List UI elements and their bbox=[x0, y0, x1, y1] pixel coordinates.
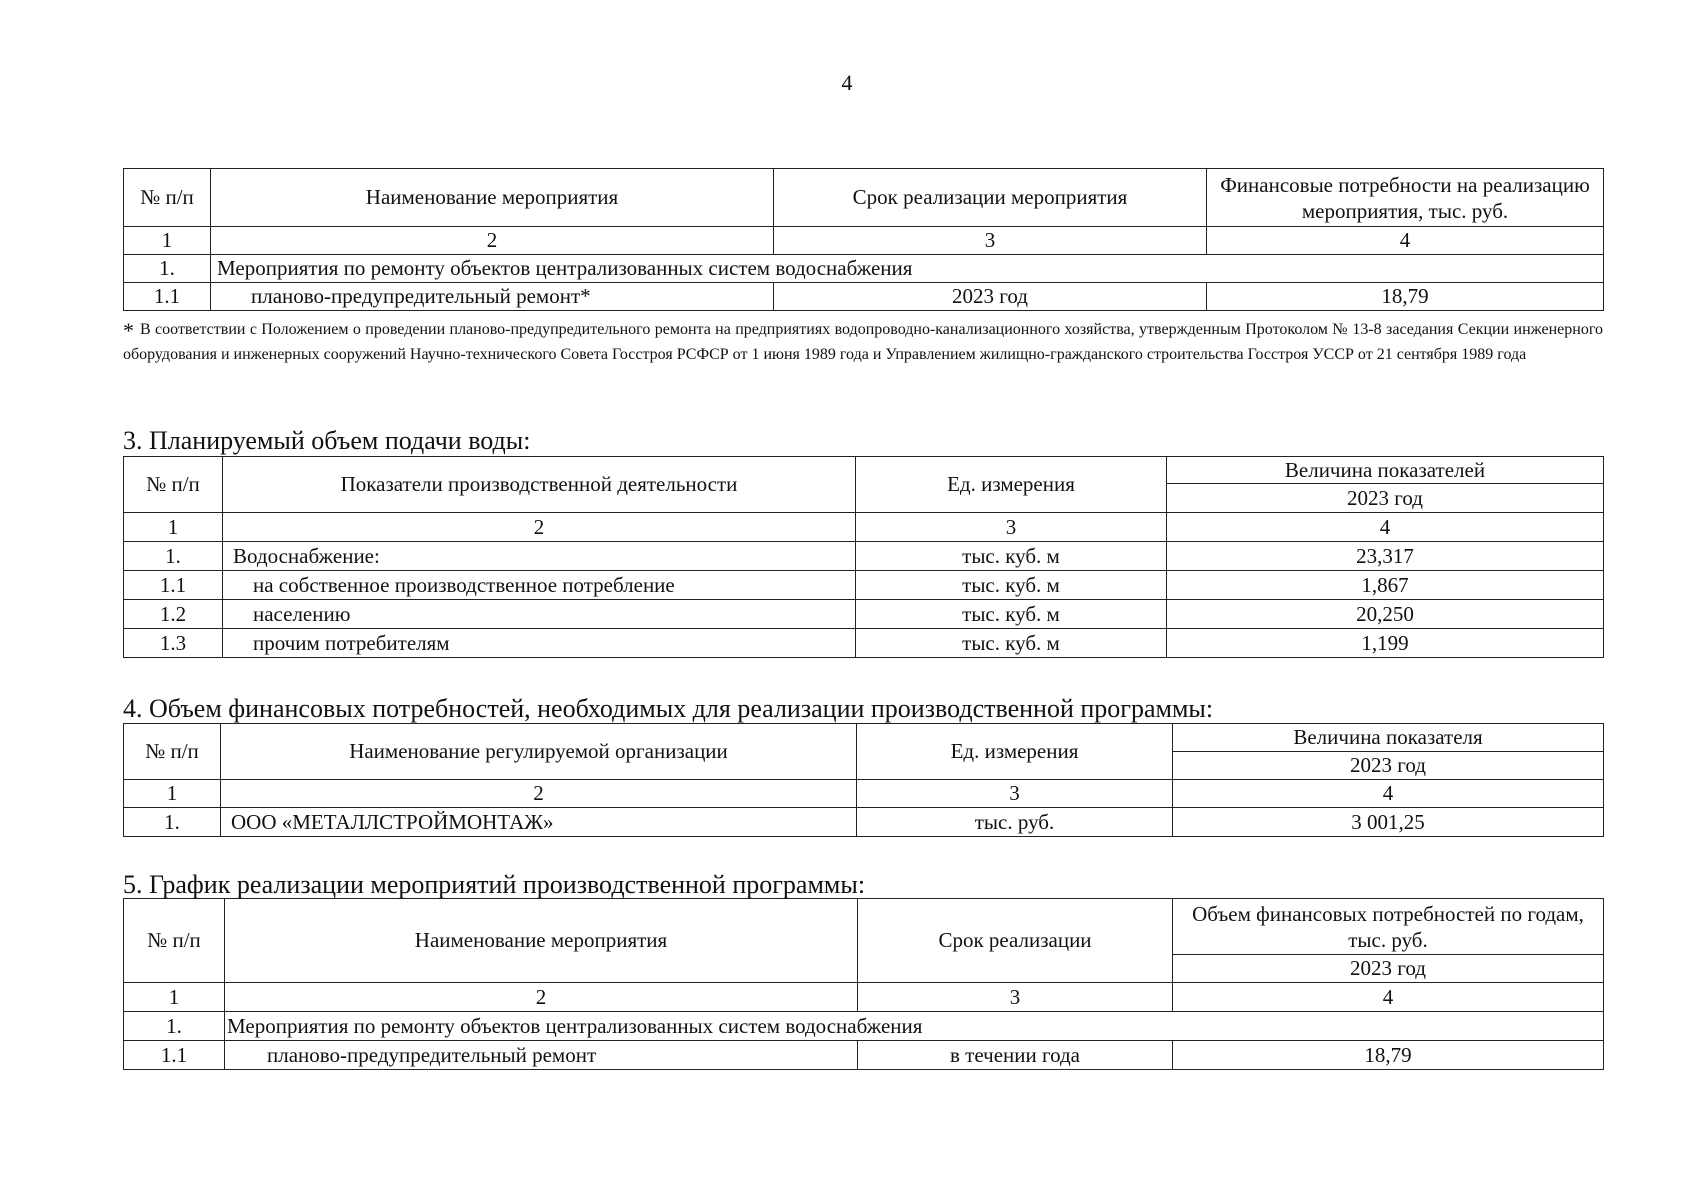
page-number: 4 bbox=[841, 70, 853, 95]
row-name: планово-предупредительный ремонт* bbox=[211, 283, 774, 311]
group-num: 1. bbox=[124, 1012, 225, 1041]
col-header-num: № п/п bbox=[124, 724, 221, 780]
row-unit: тыс. куб. м bbox=[856, 571, 1167, 600]
table-row bbox=[124, 542, 1604, 571]
row-indicator: прочим потребителям bbox=[223, 629, 856, 658]
row-unit: тыс. руб. bbox=[857, 808, 1173, 837]
section-3-title: 3. Планируемый объем подачи воды: bbox=[123, 426, 531, 455]
table-row bbox=[124, 600, 1604, 629]
row-unit: тыс. куб. м bbox=[856, 629, 1167, 658]
column-index: 2 bbox=[223, 513, 856, 542]
column-index-row bbox=[124, 227, 1604, 255]
section-5-title: 5. График реализации мероприятий производственной программы: bbox=[123, 870, 866, 899]
col-header-num: № п/п bbox=[124, 169, 211, 227]
col-header-value: Величина показателей bbox=[1167, 457, 1604, 484]
footnote-text: В соответствии с Положением о проведении планово-предупредительного ремонта на предприятиях водопроводно-канализационного хозяйства, утвержденным Протоколом № 13-8 заседания Секции инженерного оборудования и инженерных сооружений Научно-технического Совета Госстроя РСФСР от 1 июня 1989 года и Управлением жилищно-гражданского строительства Госстроя УССР от 21 сентября 1989 года bbox=[123, 321, 1603, 363]
table-row bbox=[124, 571, 1604, 600]
row-indicator: Водоснабжение: bbox=[223, 542, 856, 571]
column-index-row bbox=[124, 513, 1604, 542]
schedule-table bbox=[123, 898, 1604, 1070]
col-header-num: № п/п bbox=[124, 899, 225, 983]
water-supply-table bbox=[123, 456, 1604, 658]
row-value: 20,250 bbox=[1167, 600, 1604, 629]
column-index: 2 bbox=[221, 780, 857, 808]
column-index: 1 bbox=[124, 513, 223, 542]
row-finance: 18,79 bbox=[1173, 1041, 1604, 1070]
row-value: 23,317 bbox=[1167, 542, 1604, 571]
row-value: 1,199 bbox=[1167, 629, 1604, 658]
row-organization: ООО «МЕТАЛЛСТРОЙМОНТАЖ» bbox=[221, 808, 857, 837]
col-header-year: 2023 год bbox=[1173, 955, 1604, 983]
row-num: 1.1 bbox=[124, 1041, 225, 1070]
col-header-unit: Ед. измерения bbox=[857, 724, 1173, 780]
col-header-year: 2023 год bbox=[1173, 752, 1604, 780]
column-index: 4 bbox=[1173, 780, 1604, 808]
row-unit: тыс. куб. м bbox=[856, 542, 1167, 571]
row-name: планово-предупредительный ремонт bbox=[225, 1041, 858, 1070]
col-header-value: Величина показателя bbox=[1173, 724, 1604, 752]
column-index: 3 bbox=[858, 983, 1173, 1012]
row-indicator: населению bbox=[223, 600, 856, 629]
column-index: 2 bbox=[211, 227, 774, 255]
column-index: 4 bbox=[1167, 513, 1604, 542]
col-header-finance: Финансовые потребности на реализацию мероприятия, тыс. руб. bbox=[1207, 169, 1604, 227]
row-value: 3 001,25 bbox=[1173, 808, 1604, 837]
table-row bbox=[124, 283, 1604, 311]
col-header-name: Наименование мероприятия bbox=[211, 169, 774, 227]
col-header-indicator: Показатели производственной деятельности bbox=[223, 457, 856, 513]
table-row bbox=[124, 629, 1604, 658]
row-value: 1,867 bbox=[1167, 571, 1604, 600]
column-index: 4 bbox=[1173, 983, 1604, 1012]
group-row bbox=[124, 1012, 1604, 1041]
row-num: 1.3 bbox=[124, 629, 223, 658]
measures-table bbox=[123, 168, 1604, 311]
section-4-title: 4. Объем финансовых потребностей, необходимых для реализации производственной программы: bbox=[123, 694, 1214, 723]
group-row bbox=[124, 255, 1604, 283]
footnote-mark: * bbox=[123, 318, 134, 343]
finance-table bbox=[123, 723, 1604, 837]
table-row bbox=[124, 808, 1604, 837]
column-index: 3 bbox=[857, 780, 1173, 808]
column-index: 2 bbox=[225, 983, 858, 1012]
row-term: 2023 год bbox=[774, 283, 1207, 311]
row-num: 1. bbox=[124, 808, 221, 837]
col-header-term: Срок реализации мероприятия bbox=[774, 169, 1207, 227]
row-num: 1.2 bbox=[124, 600, 223, 629]
column-index: 3 bbox=[774, 227, 1207, 255]
table-row bbox=[124, 1041, 1604, 1070]
row-num: 1.1 bbox=[124, 283, 211, 311]
col-header-term: Срок реализации bbox=[858, 899, 1173, 983]
column-index: 1 bbox=[124, 227, 211, 255]
row-term: в течении года bbox=[858, 1041, 1173, 1070]
row-num: 1.1 bbox=[124, 571, 223, 600]
row-num: 1. bbox=[124, 542, 223, 571]
group-name: Мероприятия по ремонту объектов централизованных систем водоснабжения bbox=[211, 255, 1604, 283]
row-unit: тыс. куб. м bbox=[856, 600, 1167, 629]
group-num: 1. bbox=[124, 255, 211, 283]
column-index-row bbox=[124, 983, 1604, 1012]
footnote bbox=[123, 318, 1603, 367]
column-index: 1 bbox=[124, 780, 221, 808]
col-header-name: Наименование мероприятия bbox=[225, 899, 858, 983]
column-index-row bbox=[124, 780, 1604, 808]
col-header-unit: Ед. измерения bbox=[856, 457, 1167, 513]
col-header-finance: Объем финансовых потребностей по годам, тыс. руб. bbox=[1173, 899, 1604, 955]
col-header-year: 2023 год bbox=[1167, 484, 1604, 513]
col-header-organization: Наименование регулируемой организации bbox=[221, 724, 857, 780]
group-name: Мероприятия по ремонту объектов централизованных систем водоснабжения bbox=[225, 1012, 1604, 1041]
col-header-num: № п/п bbox=[124, 457, 223, 513]
column-index: 3 bbox=[856, 513, 1167, 542]
row-indicator: на собственное производственное потребление bbox=[223, 571, 856, 600]
column-index: 4 bbox=[1207, 227, 1604, 255]
column-index: 1 bbox=[124, 983, 225, 1012]
row-finance: 18,79 bbox=[1207, 283, 1604, 311]
